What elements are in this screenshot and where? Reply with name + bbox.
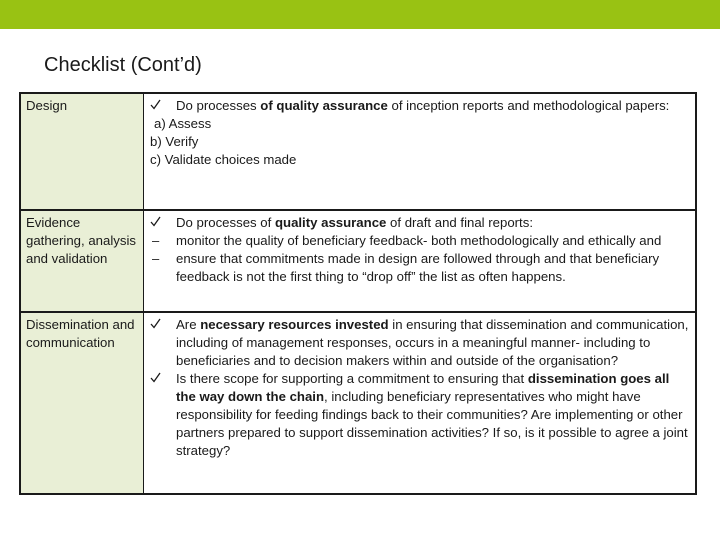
row-label: Design (20, 93, 144, 210)
dash-icon: – (152, 233, 160, 248)
bullet-list (148, 97, 689, 115)
row-label: Evidence gathering, analysis and validation (20, 210, 144, 312)
slide-title: Checklist (Cont’d) (44, 54, 202, 76)
checklist-table (19, 92, 697, 495)
table-row-design (20, 93, 696, 210)
check-icon (148, 316, 176, 329)
list-item-text: ensure that commitments made in design are followed through and that beneficiary feedback is not the first thing to “drop off” the list as often happens. (176, 251, 660, 284)
list-item (148, 232, 689, 250)
row-label: Dissemination and communication (20, 312, 144, 494)
table-row-evidence (20, 210, 696, 312)
sub-item: c) Validate choices made (150, 152, 297, 167)
top-accent-bar (0, 0, 720, 29)
list-item-text: Do processes of quality assurance of draft and final reports: (176, 215, 533, 230)
sub-item: a) Assess (154, 116, 212, 131)
row-content (144, 312, 697, 494)
check-icon (148, 97, 176, 110)
check-icon (148, 370, 176, 383)
row-content (144, 93, 697, 210)
list-item (148, 250, 689, 286)
list-item (148, 370, 689, 460)
list-item-text: Is there scope for supporting a commitment to ensuring that dissemination goes all the way down the chain, including beneficiary representatives who might have responsibility for feeding findings back to their communities? Are implementing or other partners prepared to support dissemination activities? If so, is it possible to agree a joint strategy? (176, 371, 688, 458)
dash-icon: – (152, 251, 160, 266)
row-content (144, 210, 697, 312)
check-icon (148, 214, 176, 227)
sub-item: b) Verify (150, 134, 199, 149)
list-item (148, 214, 689, 232)
list-item (148, 97, 689, 115)
bullet-list (148, 214, 689, 286)
bullet-list (148, 316, 689, 460)
list-item (148, 316, 689, 370)
list-item-text: Are necessary resources invested in ensuring that dissemination and communication, including of management responses, occurs in a meaningful manner- including to beneficiaries and to decision makers within and outside of the organisation? (176, 317, 689, 368)
list-item-text: monitor the quality of beneficiary feedback- both methodologically and ethically and (176, 233, 662, 248)
table-row-dissemination (20, 312, 696, 494)
list-item-text: Do processes of quality assurance of inception reports and methodological papers: (176, 98, 670, 113)
